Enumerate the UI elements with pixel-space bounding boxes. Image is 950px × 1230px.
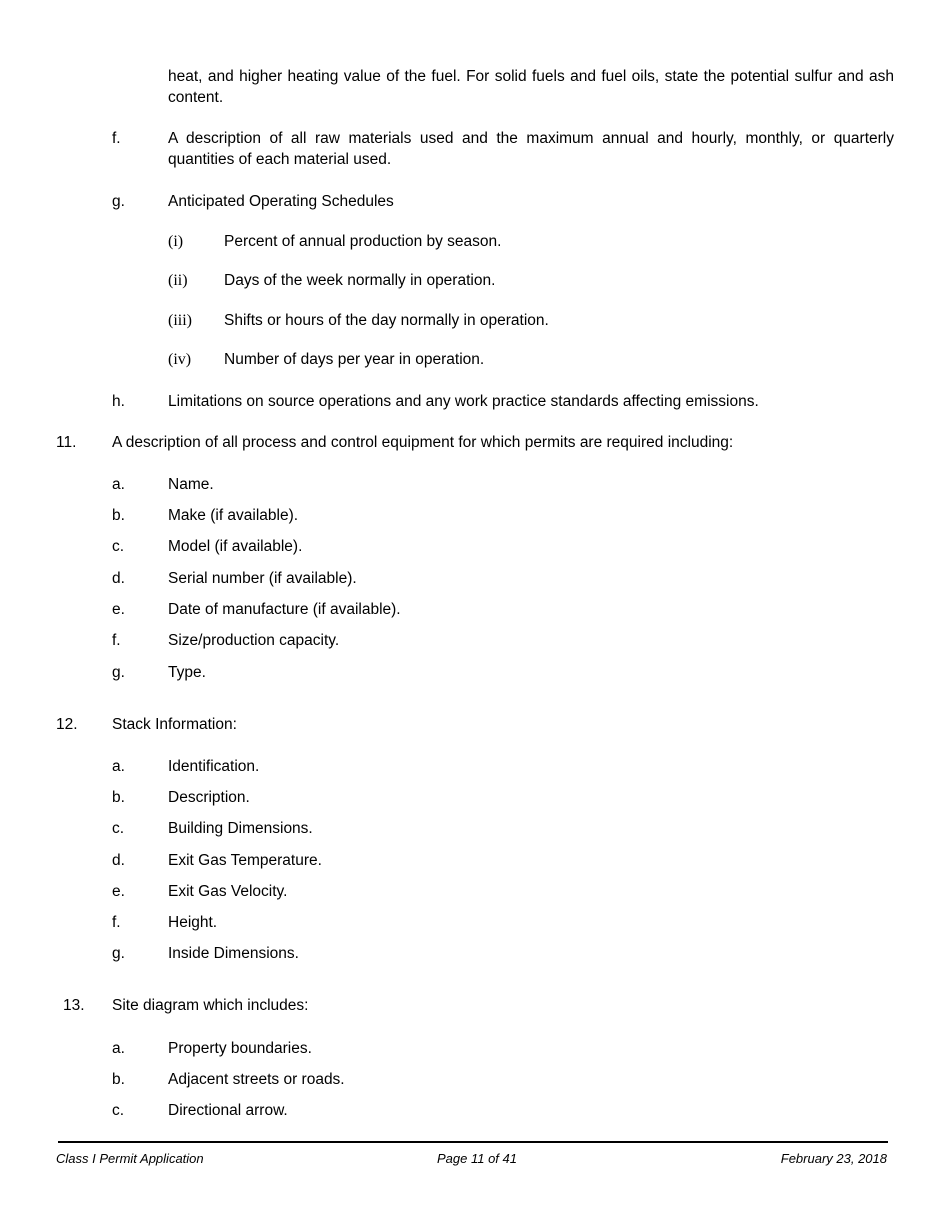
item-12e-text: Exit Gas Velocity. [168, 883, 288, 900]
item-10g-i-text: Percent of annual production by season. [224, 233, 502, 250]
item-10g-iii-text: Shifts or hours of the day normally in operation. [224, 312, 549, 329]
footer-date: February 23, 2018 [780, 1151, 887, 1166]
item-11-text: A description of all process and control equipment for which permits are required including: [112, 434, 734, 451]
item-11g-text: Type. [168, 664, 206, 681]
item-11e-text: Date of manufacture (if available). [168, 601, 401, 618]
item-11d-text: Serial number (if available). [168, 570, 357, 587]
item-10f-text: A description of all raw materials used and the maximum annual and hourly, monthly, or quarterly quantities of each material used. [168, 130, 894, 168]
item-10f-marker: f. [112, 130, 121, 147]
item-12e-marker: e. [112, 883, 125, 900]
item-12c-text: Building Dimensions. [168, 820, 313, 837]
item-11f-text: Size/production capacity. [168, 632, 340, 649]
item-10h-marker: h. [112, 393, 125, 410]
item-11e-marker: e. [112, 601, 125, 618]
footer-document-title: Class I Permit Application [56, 1151, 204, 1166]
item-11a-marker: a. [112, 476, 125, 493]
item-13a-text: Property boundaries. [168, 1040, 312, 1057]
item-10g-ii-text: Days of the week normally in operation. [224, 272, 496, 289]
item-11b-marker: b. [112, 507, 125, 524]
item-12a-text: Identification. [168, 758, 260, 775]
item-12-text: Stack Information: [112, 716, 237, 733]
item-10g-iii-marker: (iii) [168, 312, 192, 329]
item-11f-marker: f. [112, 632, 121, 649]
item-10g-i-marker: (i) [168, 233, 184, 250]
item-10g-ii-marker: (ii) [168, 272, 188, 289]
item-12d-marker: d. [112, 852, 125, 869]
item-12c-marker: c. [112, 820, 125, 837]
item-10h-text: Limitations on source operations and any work practice standards affecting emissions. [168, 393, 759, 410]
item-12a-marker: a. [112, 758, 125, 775]
item-13-text: Site diagram which includes: [112, 997, 309, 1014]
item-11g-marker: g. [112, 664, 125, 681]
item-12f-text: Height. [168, 914, 218, 931]
item-10g-iv-marker: (iv) [168, 351, 192, 368]
item-12-number: 12. [56, 716, 78, 733]
item-12f-marker: f. [112, 914, 121, 931]
item-12b-marker: b. [112, 789, 125, 806]
item-11c-text: Model (if available). [168, 538, 303, 555]
item-12b-text: Description. [168, 789, 250, 806]
item-11c-marker: c. [112, 538, 125, 555]
item-13-number: 13. [63, 997, 85, 1014]
footer-rule [58, 1141, 888, 1143]
continuation-paragraph: heat, and higher heating value of the fuel. For solid fuels and fuel oils, state the potential sulfur and ash content. [168, 68, 894, 106]
item-12d-text: Exit Gas Temperature. [168, 852, 322, 869]
item-10g-iv-text: Number of days per year in operation. [224, 351, 485, 368]
footer-page-number: Page 11 of 41 [437, 1151, 517, 1166]
item-13b-text: Adjacent streets or roads. [168, 1071, 345, 1088]
item-13c-text: Directional arrow. [168, 1102, 288, 1119]
item-11-number: 11. [56, 434, 77, 451]
item-10g-marker: g. [112, 193, 125, 210]
item-11d-marker: d. [112, 570, 125, 587]
item-13c-marker: c. [112, 1102, 125, 1119]
item-10g-text: Anticipated Operating Schedules [168, 193, 394, 210]
item-13a-marker: a. [112, 1040, 125, 1057]
item-11b-text: Make (if available). [168, 507, 299, 524]
item-12g-text: Inside Dimensions. [168, 945, 299, 962]
item-11a-text: Name. [168, 476, 214, 493]
item-12g-marker: g. [112, 945, 125, 962]
item-13b-marker: b. [112, 1071, 125, 1088]
